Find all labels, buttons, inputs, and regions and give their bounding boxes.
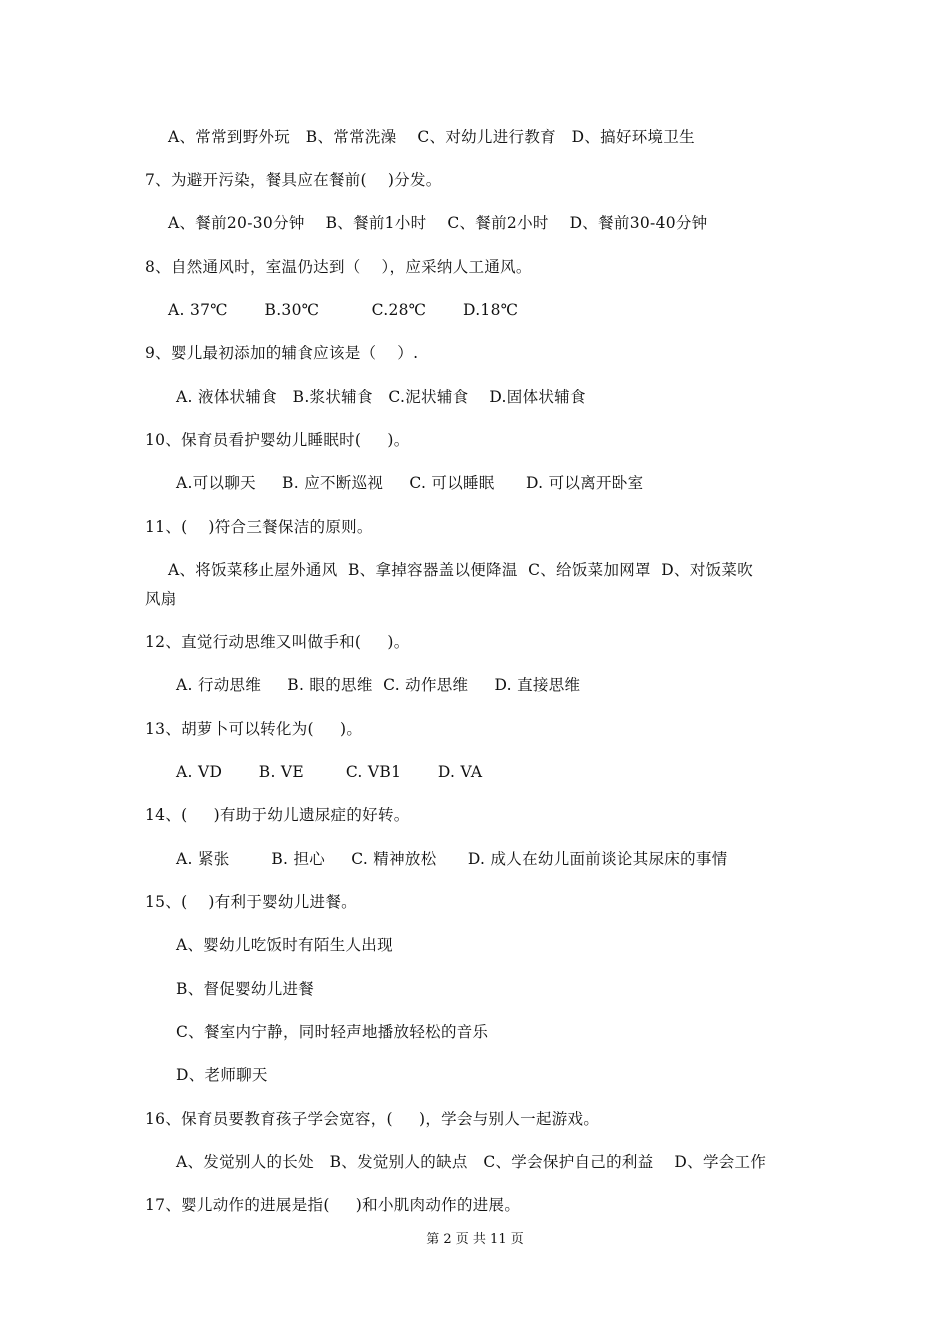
q15-option-b: B、督促婴幼儿进餐: [176, 980, 315, 998]
q12-options: A. 行动思维 B. 眼的思维 C. 动作思维 D. 直接思维: [176, 676, 581, 694]
q14-options: A. 紧张 B. 担心 C. 精神放松 D. 成人在幼儿面前谈论其尿床的事情: [176, 850, 728, 868]
q11-options: A、将饭菜移止屋外通风 B、拿掉容器盖以便降温 C、给饭菜加网罩 D、对饭菜吹: [168, 561, 754, 579]
page-footer: 第 2 页 共 11 页: [426, 1232, 524, 1247]
q8-options: A. 37℃ B.30℃ C.28℃ D.18℃: [168, 301, 519, 319]
question-12: 12、直觉行动思维又叫做手和( )。: [145, 633, 410, 651]
q15-option-a: A、婴幼儿吃饭时有陌生人出现: [176, 936, 393, 954]
q11-options-cont: 风扇: [145, 590, 177, 608]
question-11: 11、( )符合三餐保洁的原则。: [145, 518, 373, 536]
q10-options: A.可以聊天 B. 应不断巡视 C. 可以睡眠 D. 可以离开卧室: [176, 474, 644, 492]
q13-options: A. VD B. VE C. VB1 D. VA: [176, 763, 483, 781]
question-14: 14、( )有助于幼儿遗尿症的好转。: [145, 806, 410, 824]
question-7: 7、为避开污染，餐具应在餐前( )分发。: [145, 171, 442, 189]
q6-options: A、常常到野外玩 B、常常洗澡 C、对幼儿进行教育 D、搞好环境卫生: [168, 128, 695, 146]
question-17: 17、婴儿动作的进展是指( )和小肌肉动作的进展。: [145, 1196, 521, 1214]
q9-options: A. 液体状辅食 B.浆状辅食 C.泥状辅食 D.固体状辅食: [176, 388, 586, 406]
q7-options: A、餐前20-30分钟 B、餐前1小时 C、餐前2小时 D、餐前30-40分钟: [168, 214, 708, 232]
q15-option-c: C、餐室内宁静，同时轻声地播放轻松的音乐: [176, 1023, 489, 1041]
question-9: 9、婴儿最初添加的辅食应该是（ ）.: [145, 344, 419, 362]
question-15: 15、( )有利于婴幼儿进餐。: [145, 893, 357, 911]
question-16: 16、保育员要教育孩子学会宽容，( )，学会与别人一起游戏。: [145, 1110, 600, 1128]
question-10: 10、保育员看护婴幼儿睡眠时( )。: [145, 431, 410, 449]
q15-option-d: D、老师聊天: [176, 1066, 268, 1084]
question-8: 8、自然通风时，室温仍达到（ ），应采纳人工通风。: [145, 258, 532, 276]
question-13: 13、胡萝卜可以转化为( )。: [145, 720, 363, 738]
q16-options: A、发觉别人的长处 B、发觉别人的缺点 C、学会保护自己的利益 D、学会工作: [176, 1153, 767, 1171]
